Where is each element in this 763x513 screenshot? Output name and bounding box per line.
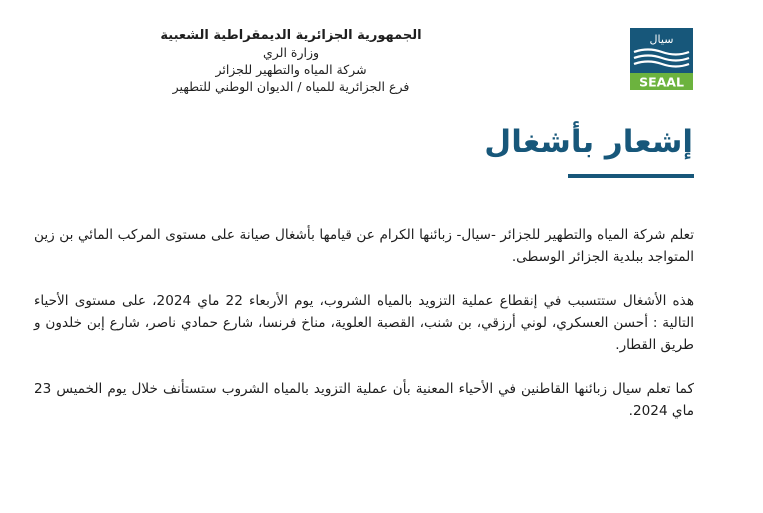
paragraph-resume: كما تعلم سيال زبائنها القاطنين في الأحياء المعنية بأن عملية التزويد بالمياه الشروب ستستأنف خلال يوم الخميس 23 ماي 2024. bbox=[34, 381, 694, 419]
paragraph-outage: هذه الأشغال ستتسبب في إنقطاع عملية التزويد بالمياه الشروب، يوم الأربعاء 22 ماي 2024، على مستوى الأحياء التالية : أحسن العسكري، لوني أرزقي، بن شنب، القصبة العلوية، مناخ فرنسا، شارع حمادي ناصر، شارع إبن خلدون و طريق القطار. bbox=[34, 293, 694, 353]
seaal-logo bbox=[630, 28, 693, 90]
logo-arabic-text: سيال bbox=[649, 33, 674, 46]
logo-latin-text: SEAAL bbox=[639, 74, 684, 90]
letterhead bbox=[111, 27, 471, 95]
notice-body bbox=[34, 224, 694, 444]
ministry-name: وزارة الري bbox=[262, 45, 320, 60]
title-underline bbox=[568, 174, 694, 178]
republic-name: الجمهورية الجزائرية الديمقراطية الشعبية bbox=[160, 28, 422, 43]
branch-name: فرع الجزائرية للمياه / الديوان الوطني للتطهير bbox=[172, 79, 410, 94]
paragraph-intro: تعلم شركة المياه والتطهير للجزائر -سيال- زبائنها الكرام عن قيامها بأشغال صيانة على مستوى المركب المائي بن زين المتواجد ببلدية الجزائر الوسطى. bbox=[34, 227, 694, 265]
company-name: شركة المياه والتطهير للجزائر bbox=[215, 62, 367, 77]
page-title: إشعار بأشغال bbox=[484, 124, 693, 160]
